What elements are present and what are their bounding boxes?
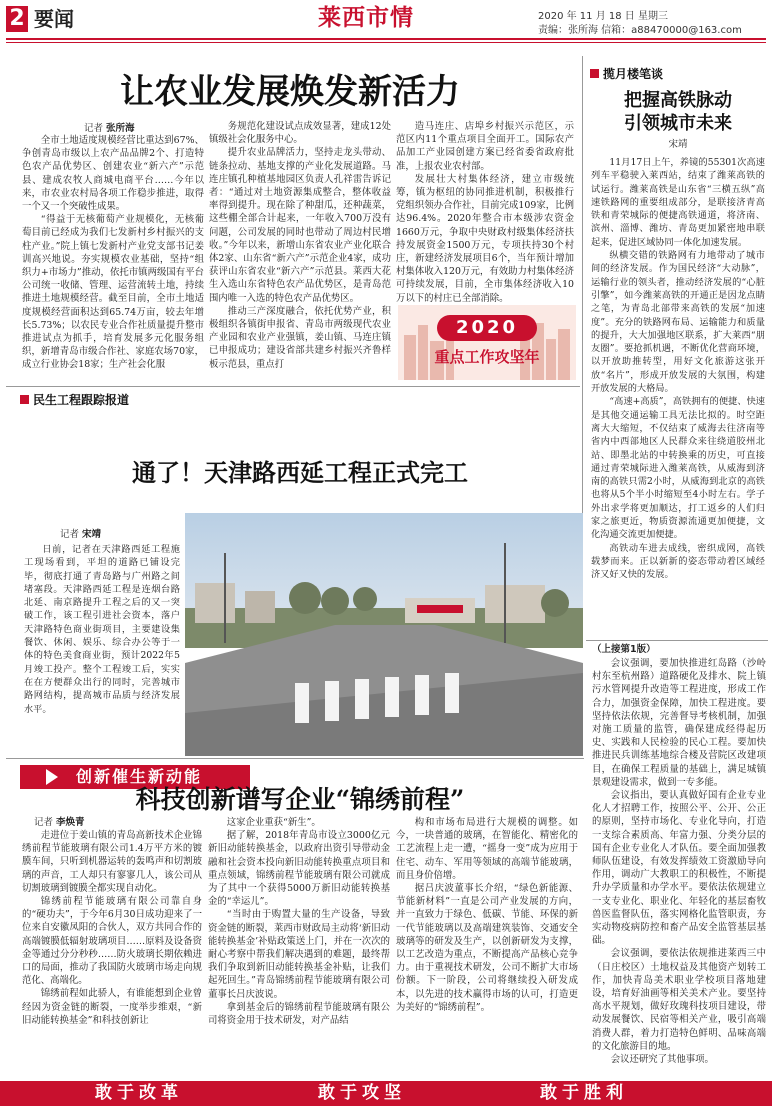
paragraph: 锦绣前程节能玻璃有限公司靠自身的“硬功夫”，于今年6月30日成功迎来了一位来自安徽凤阳的合伙人，双方共同合作的高端镀膜低辐射玻璃项目……原料及设备资金等通过分分秒秒……防火玻璃长期依赖进口的局面，推动了我国防火玻璃市场走向规范化、高端化。 [22, 896, 202, 987]
byline-label: 记者 [60, 529, 80, 540]
column-author: 宋靖 [668, 139, 688, 150]
paragraph: 日前，记者在天津路西延工程施工现场看到，平坦的道路已铺设完毕，彻底打通了青岛路与广州路之间堵塞段。天津路西延工程是连烟台路北延、南京路提升工程之后的又一突破工作，该工程引进社会资本，落户天津路特色商业街项目，主要建设集餐饮、休闲、娱乐、综合办公等于一体的特色美食商业街，预计2022年5月竣工投产。整个工程竣工后，实实在在方便群众出行的同时，完善城市路网结构，提高城市品质与经济发展水平。 [24, 544, 180, 715]
paragraph: 推动三产深度融合，依托优势产业，积极组织各镇街申报省、青岛市两级现代农业产业园和农业产业强镇，姜山镇、马连庄镇已申报成功；建设省部共建乡村振兴齐鲁样板示范县，重点打 [209, 305, 391, 370]
tech-col-3 [396, 816, 578, 1078]
road-photo [185, 513, 583, 756]
badge-text: 重点工作攻坚年 [434, 348, 540, 366]
byline-label: 记者 [84, 123, 104, 134]
project-headline: 通了！天津路西延工程正式完工 [132, 458, 468, 487]
badge-year: 2020 [437, 315, 537, 341]
paragraph: 高铁动车进去成线，密织成网，高铁载梦而来。正以新新的姿态带动着区域经济又好又快的发展。 [591, 542, 765, 581]
paragraph: “当时由于购置大量的生产设备，导致资金链的断裂，莱西市财政局主动将‘新旧动能转换基金’补贴政策送上门，并在一次次的耐心考察中帮我们解决遇到的难题，最终帮我们争取到新旧动能转换基金补贴，让我们起死回生。”青岛锦绣前程节能玻璃有限公司董事长吕庆波说。 [208, 909, 390, 1000]
continued-label: （上接第1版） [592, 644, 656, 655]
column-body [591, 156, 765, 582]
issue-date: 2020 年 11 月 18 日 星期三 [538, 11, 668, 22]
banner-text: 创新催生新动能 [76, 767, 203, 786]
paragraph: 务规范化建设试点成效显著，建成12处镇级社会化服务中心。 [209, 121, 391, 146]
paragraph: 会议指出，要认真做好国有企业专业化人才招聘工作，按照公平、公开、公正的原则，坚持市场化、专业化导向，打造一支综合素质高、年富力强、分类分层的国有企业专业化人才队伍。要全面加强教师队伍建设，有效发挥绩效工资激励导向作用，调动广大教职工的积极性，不断提升办学质量和办学水平。要依法依规建立一支专业化、职业化、年轻化的基层畜牧兽医监督队伍，落实网格化监管职责，夯实动物疫病防控和畜产品安全监管基层基础。 [592, 790, 766, 947]
byline-name: 宋靖 [82, 529, 102, 540]
paragraph: 据吕庆波董事长介绍，“绿色新能源、节能新材料”一直是公司产业发展的方向，并一直致力于绿色、低碳、节能、环保的新一代节能玻璃以及高端建筑装饰、交通安全玻璃等的研发及生产，以创新研发为支撑，以工艺改造为重点，不断提高产品核心竞争力。由于重视技术研发，公司不断扩大市场份额。下一阶段，公司将继续投入研发成本，以先进的技术赢得市场的认可，打造更为美好的“锦绣前程”。 [396, 883, 578, 1013]
paragraph: 会议强调，要加快推进红岛路（沙岭村东至杭州路）道路硬化及排水、院上镇污水管网提升改造等工程进度，形成工作合力，加强资金保障，加快工程进度。要坚持依法依规，完善督导考核机制，加强对施工质量的监管，确保建成经得起历史、实践和人民检验的民心工程。要加快推进民兵训练基地综合楼及营院区改建项目，在确保工程质量的基础上，满足城镇景观建设需求，做到一专多能。 [592, 658, 766, 788]
continued-rule [586, 640, 768, 641]
paragraph: 发展壮大村集体经济，建立市级统筹，镇为枢纽的协同推进机制，积极推行党组织领办合作社，目前完成109家，比例达96.4%。2020年整合市本级涉农资金1660万元，争取中央财政村级集体经济扶持发展资金1500万元，专项扶持30个村庄，新建经济发展项目6个，当年预计增加村集体收入120万元，有效助力村集体经济可持续发展，目前，全市集体经济收入10万以下的村庄已全部消除。 [396, 173, 574, 304]
paragraph: 拿到基金后的锦绣前程节能玻璃有限公司将资金用于技术研发，对产品结 [208, 1001, 390, 1027]
continued-body [592, 657, 766, 1066]
lead-col-3 [396, 120, 574, 305]
paragraph: “得益于无核葡萄产业规模化，无核葡萄目前已经成为我们七发新村乡村振兴的支柱产业。”院上镇七发新村产业党支部书记姜训高兴地说。夯实规模农业基础，坚持“组织力+市场力”推动，依托市镇两级国有平台公司统一收储、管理、运营流转土地，持续推进土地规模经营。截至目前，全市土地适度规模经营面积达到65.74万亩，较去年增长5.73%；以农民专业合作社质量提升整市推进试点为抓手，培育发展多元化服务组织，新增青岛市级合作社、家庭农场70家，成立行业协会18家；生产社会化服 [22, 214, 204, 371]
tech-col-1 [22, 829, 202, 1077]
tag-marker-icon [590, 69, 599, 78]
lead-col-2 [209, 120, 391, 371]
paragraph: 构和市场布局进行大规模的调整。如今，一块普通的玻璃，在智能化、精密化的工艺流程上走一遭，“摇身一变”成为应用于住宅、动车、军用等领域的高端节能玻璃，而且身价倍增。 [396, 817, 578, 881]
paragraph: 纵横交错的铁路网有力地带动了城市间的经济发展。作为国民经济“大动脉”，运输行业的领头者，推动经济发展的“心脏引擎”，如今潍莱高铁的开通正是因龙点睛之笔，为青岛北部带来高铁的发展“加速度”。充分的铁路网布局、运输能力和质量的提升，大大加强地区联系，扩大莱西“朋友圈”。要抢抓机遇，不断优化营商环境，以开放助推转型，用好文化旅游这张开放“名片”，形成开放发展的大氛围，构建开放发展的大格局。 [591, 250, 765, 395]
paragraph: 全市土地适度规模经营比重达到67%、争创青岛市级以上农产品品牌2个、打造特色农产品优势区、创建农业“新六产”示范县、建成农牧人商城电商平台……今年以来，市农业农村局各项工作稳步推进，取得一个又一个突破性成果。 [22, 135, 204, 213]
section-rule [6, 758, 584, 759]
header-rule-thin [6, 42, 766, 43]
footer-band [0, 1081, 772, 1106]
header-rule [6, 38, 766, 40]
tech-headline: 科技创新谱写企业“锦绣前程” [135, 785, 465, 814]
paragraph: 走进位于姜山镇的青岛高新技术企业锦绣前程节能玻璃有限公司1.4万平方米的镀膜车间，只听到机器运转的轰鸣声和切割玻璃的声音，工人却只有寥寥几人，该公司从切割玻璃到镀膜全都实现自动化。 [22, 830, 202, 894]
footer-slogan-1: 敢于改革 [95, 1083, 183, 1103]
paragraph: 据了解，2018年青岛市设立3000亿元新旧动能转换基金，以政府出资引导带动金融和社会资本投向新旧动能转换重点项目和重点领域，锦绣前程节能玻璃有限公司就成为了其中一个获得5000万新旧动能转换基金的“幸运儿”。 [208, 830, 390, 908]
page-number: 2 [6, 6, 28, 32]
road-photo-image [185, 513, 583, 756]
paragraph: 造马连庄、店埠乡村振兴示范区，示范区内11个重点项目全面开工。国际农产品加工产业园创建方案已经省委省政府批准，上报农业农村部。 [396, 121, 574, 172]
project-tag-text: 民生工程跟踪报道 [33, 393, 130, 407]
byline-name: 李焕青 [56, 817, 85, 828]
paragraph: 会议还研究了其他事项。 [610, 1054, 714, 1066]
column-tag [590, 66, 663, 82]
column-title-1: 把握高铁脉动 [624, 90, 732, 111]
paragraph: 这家企业重获“新生”。 [226, 817, 321, 828]
newspaper-logo: 莱西市情 [318, 4, 414, 31]
banner-arrow-icon [46, 769, 58, 785]
tag-marker-icon [20, 395, 29, 404]
project-tag [20, 392, 129, 408]
byline-label: 记者 [34, 817, 54, 828]
project-body [24, 543, 180, 716]
lead-headline: 让农业发展焕发新活力 [120, 72, 460, 112]
campaign-badge [398, 305, 576, 380]
footer-slogan-2: 敢于攻坚 [318, 1083, 406, 1103]
footer-slogan-3: 敢于胜利 [540, 1083, 628, 1103]
tech-byline [34, 816, 85, 829]
project-byline [60, 528, 101, 541]
paragraph: 提升农业品牌活力，坚持走龙头带动、链条拉动、基地支撑的产业化发展道路。马连庄镇孔种植基地园区负责人孔祥雷告诉记者：“通过对土地资源集成整合，整体收益率得到提升。现在除了种甜瓜，还种蔬菜，这些棚全部合计起来，一年收入700万没有问题，公司发展的同时也带动了周边村民增收。”今年以来，新增山东省农业产业化联合体2家、山东省“新六产”示范企业4家，成功获评山东省农业“新六产”示范县。莱西大花生入选山东省特色农产品优势区，是青岛范围内唯一入选的特色农产品优势区。 [209, 147, 391, 304]
paragraph: “高速+高质”，高铁拥有的便捷、快速是其他交通运输工具无法比拟的。时空距离大大缩短，不仅结束了威海去往济南等省内中西部地区人民群众来往绕道胶州北站、即墨北站的中转换乘的历史，可直接通过青荣城际进入潍莱高铁，从威海到济南的高铁只需2小时，从威海到北京的高铁也将从5个半小时缩短至4小时左右。学子外出求学将更加顺达，打工返乡的人们归家之旅更近，物质资源流通更加便捷，文化沟通交流更加便捷。 [591, 396, 765, 541]
column-title-2: 引领城市未来 [624, 113, 732, 134]
tech-col-2 [208, 816, 390, 1078]
byline-name: 张所海 [106, 123, 135, 134]
column-tag-text: 揽月楼笔谈 [603, 67, 664, 81]
section-rule [6, 386, 580, 387]
paragraph: 锦绣前程如此骄人，有谁能想到企业曾经因为资金链的断裂，一度举步维艰，“新旧动能转换基金”和科技创新让 [22, 988, 202, 1026]
paragraph: 会议强调，要依法依规推进莱西三中（日庄校区）土地权益及其他资产划转工作，加快青岛美术职业学校项目落地建设，培育好油画等相关美术产业。要坚持高水平规划，做好玫瑰科技项目建设，带动发展餐饮、民宿等相关产业，吸引高端消费人群，着力打造特色鲜明、品味高端的文化旅游目的地。 [592, 948, 766, 1052]
section-title: 要闻 [34, 7, 74, 31]
lead-col-1 [22, 134, 204, 372]
paragraph: 11月17日上午，养镜的55301次高速列车平稳驶入莱西站，结束了潍莱高铁的试运行。潍莱高铁是山东省“三横五纵”高速铁路网的重要组成部分，是联接济青高铁和青荣城际的便捷高铁通道，将济南、滨州、淄博、潍坊、青岛更加紧密地串联起来，促进区域协同一体化加速发展。 [591, 157, 765, 248]
editor-info: 责编：张所海 信箱：a88470000@163.com [538, 25, 742, 36]
